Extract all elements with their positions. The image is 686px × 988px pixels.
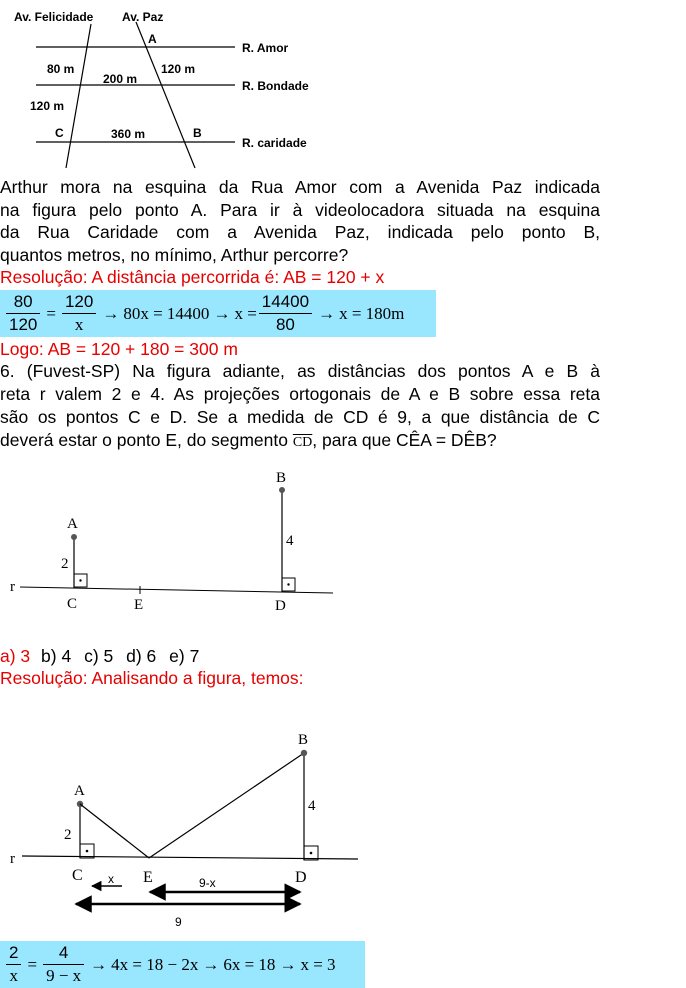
length-200-label: 200 m xyxy=(103,72,138,86)
street-amor-label: R. Amor xyxy=(242,41,289,55)
fraction-numerator: 14400 xyxy=(259,291,312,314)
arrow-icon: → xyxy=(102,303,120,323)
final-equation xyxy=(0,941,365,988)
label-d: D xyxy=(275,598,286,614)
fraction-numerator: 4 xyxy=(43,942,84,965)
arrow-icon: → xyxy=(90,954,108,974)
option-d: d) 6 xyxy=(126,646,157,666)
street-caridade-label: R. caridade xyxy=(242,136,307,150)
label-2: 2 xyxy=(61,556,69,572)
line-r xyxy=(22,856,358,859)
fraction-denominator: 80 xyxy=(275,315,295,334)
result-x-3: x = 3 xyxy=(300,954,336,974)
fraction-denominator: 120 xyxy=(9,315,38,334)
problem5-line2: na figura pelo ponto A. Para ir à videolocadora situada na esquina xyxy=(0,200,600,220)
length-80-label: 80 m xyxy=(47,62,75,76)
length-120-left-label: 120 m xyxy=(30,99,65,113)
point-a xyxy=(71,534,77,540)
segment-eb xyxy=(149,753,304,858)
segment-ae xyxy=(80,804,149,858)
problem5-line4: quantos metros, no mínimo, Arthur percorre? xyxy=(0,245,349,265)
av-paz-label: Av. Paz xyxy=(122,10,164,24)
fraction-denominator: 9 − x xyxy=(46,966,82,985)
length-120-right-label: 120 m xyxy=(161,62,196,76)
problem6-resolution: Resolução: Analisando a figura, temos: xyxy=(0,668,304,688)
problem6-line2: reta r valem 2 e 4. As projeções ortogonais de A e B sobre essa reta xyxy=(0,384,600,404)
label-a: A xyxy=(74,783,85,799)
point-b xyxy=(279,487,285,493)
label-a: A xyxy=(67,516,78,532)
streets-figure xyxy=(0,0,340,172)
label-4: 4 xyxy=(308,798,316,814)
problem6-line4 xyxy=(0,429,600,455)
arrow-icon: → xyxy=(318,303,336,323)
label-c: C xyxy=(67,596,78,612)
problem6-line4-pre: deverá estar o ponto E, do segmento xyxy=(0,430,288,450)
label-x: x xyxy=(108,872,114,886)
problem5-line1: Arthur mora na esquina da Rua Amor com a Avenida Paz indicada xyxy=(0,177,600,197)
arrow-icon: → xyxy=(279,954,297,974)
x-equals: x = xyxy=(234,303,257,323)
fraction-numerator: 80 xyxy=(6,291,40,314)
option-c: c) 5 xyxy=(84,646,114,666)
point-b-label: B xyxy=(193,126,202,140)
fraction-14400-80 xyxy=(259,291,312,336)
problem5-equation xyxy=(0,290,436,337)
label-2: 2 xyxy=(64,827,72,843)
expression-6x: 6x = 18 xyxy=(223,954,276,974)
label-e: E xyxy=(134,597,144,613)
street-bondade-label: R. Bondade xyxy=(242,79,309,93)
fraction-numerator: 120 xyxy=(62,291,96,314)
fraction-numerator: 2 xyxy=(6,942,21,965)
segment-cd: $\overline{CD}$ xyxy=(292,435,313,450)
label-4: 4 xyxy=(286,533,294,549)
fraction-4-9-minus-x xyxy=(43,942,84,987)
fraction-denominator: x xyxy=(9,966,18,985)
arrow-icon: → xyxy=(202,954,220,974)
label-c: C xyxy=(72,867,83,884)
answer-options xyxy=(0,645,199,667)
label-r: r xyxy=(10,851,15,867)
geometry-figure-2 xyxy=(0,722,365,937)
av-felicidade-label: Av. Felicidade xyxy=(14,10,94,24)
label-9: 9 xyxy=(175,915,182,929)
problem5-resolution: Resolução: A distância percorrida é: AB = 120 + x xyxy=(0,267,385,287)
label-b: B xyxy=(298,732,309,748)
problem5-line3: da Rua Caridade com a Avenida Paz, indicada pelo ponto B, xyxy=(0,222,600,242)
result-x-180: x = 180m xyxy=(339,303,405,323)
problem5-conclusion: Logo: AB = 120 + 180 = 300 m xyxy=(0,339,238,359)
label-e: E xyxy=(143,869,153,886)
label-d: D xyxy=(295,869,307,886)
equals-sign: = xyxy=(46,303,56,323)
expression-4x: 4x = 18 − 2x xyxy=(111,954,199,974)
point-c-label: C xyxy=(55,126,64,140)
av-felicidade-line xyxy=(66,24,91,168)
problem6-line1: 6. (Fuvest-SP) Na figura adiante, as distâncias dos pontos A e B à xyxy=(0,361,600,381)
problem6-line3: são os pontos C e D. Se a medida de CD é 9, a que distância de C xyxy=(0,407,600,427)
point-b xyxy=(301,750,307,756)
option-a: a) 3 xyxy=(0,646,31,666)
label-9-minus-x: 9-x xyxy=(199,876,216,890)
expression-80x: 80x = 14400 xyxy=(123,303,210,323)
av-paz-line xyxy=(136,22,195,168)
label-b: B xyxy=(276,470,287,486)
point-a-label: A xyxy=(148,32,157,46)
length-360-label: 360 m xyxy=(111,127,146,141)
line-r xyxy=(20,587,333,593)
problem6-line4-post: , para que CÊA = DÊB? xyxy=(312,430,497,450)
fraction-denominator: x xyxy=(74,315,84,334)
option-e: e) 7 xyxy=(169,646,200,666)
equals-sign: = xyxy=(27,954,38,974)
option-b: b) 4 xyxy=(41,646,72,666)
label-r: r xyxy=(10,579,15,595)
fraction-2-x xyxy=(6,942,21,987)
geometry-figure-1 xyxy=(0,462,345,622)
fraction-120-x xyxy=(62,291,96,336)
arrow-icon: → xyxy=(213,303,231,323)
fraction-80-120 xyxy=(6,291,40,336)
